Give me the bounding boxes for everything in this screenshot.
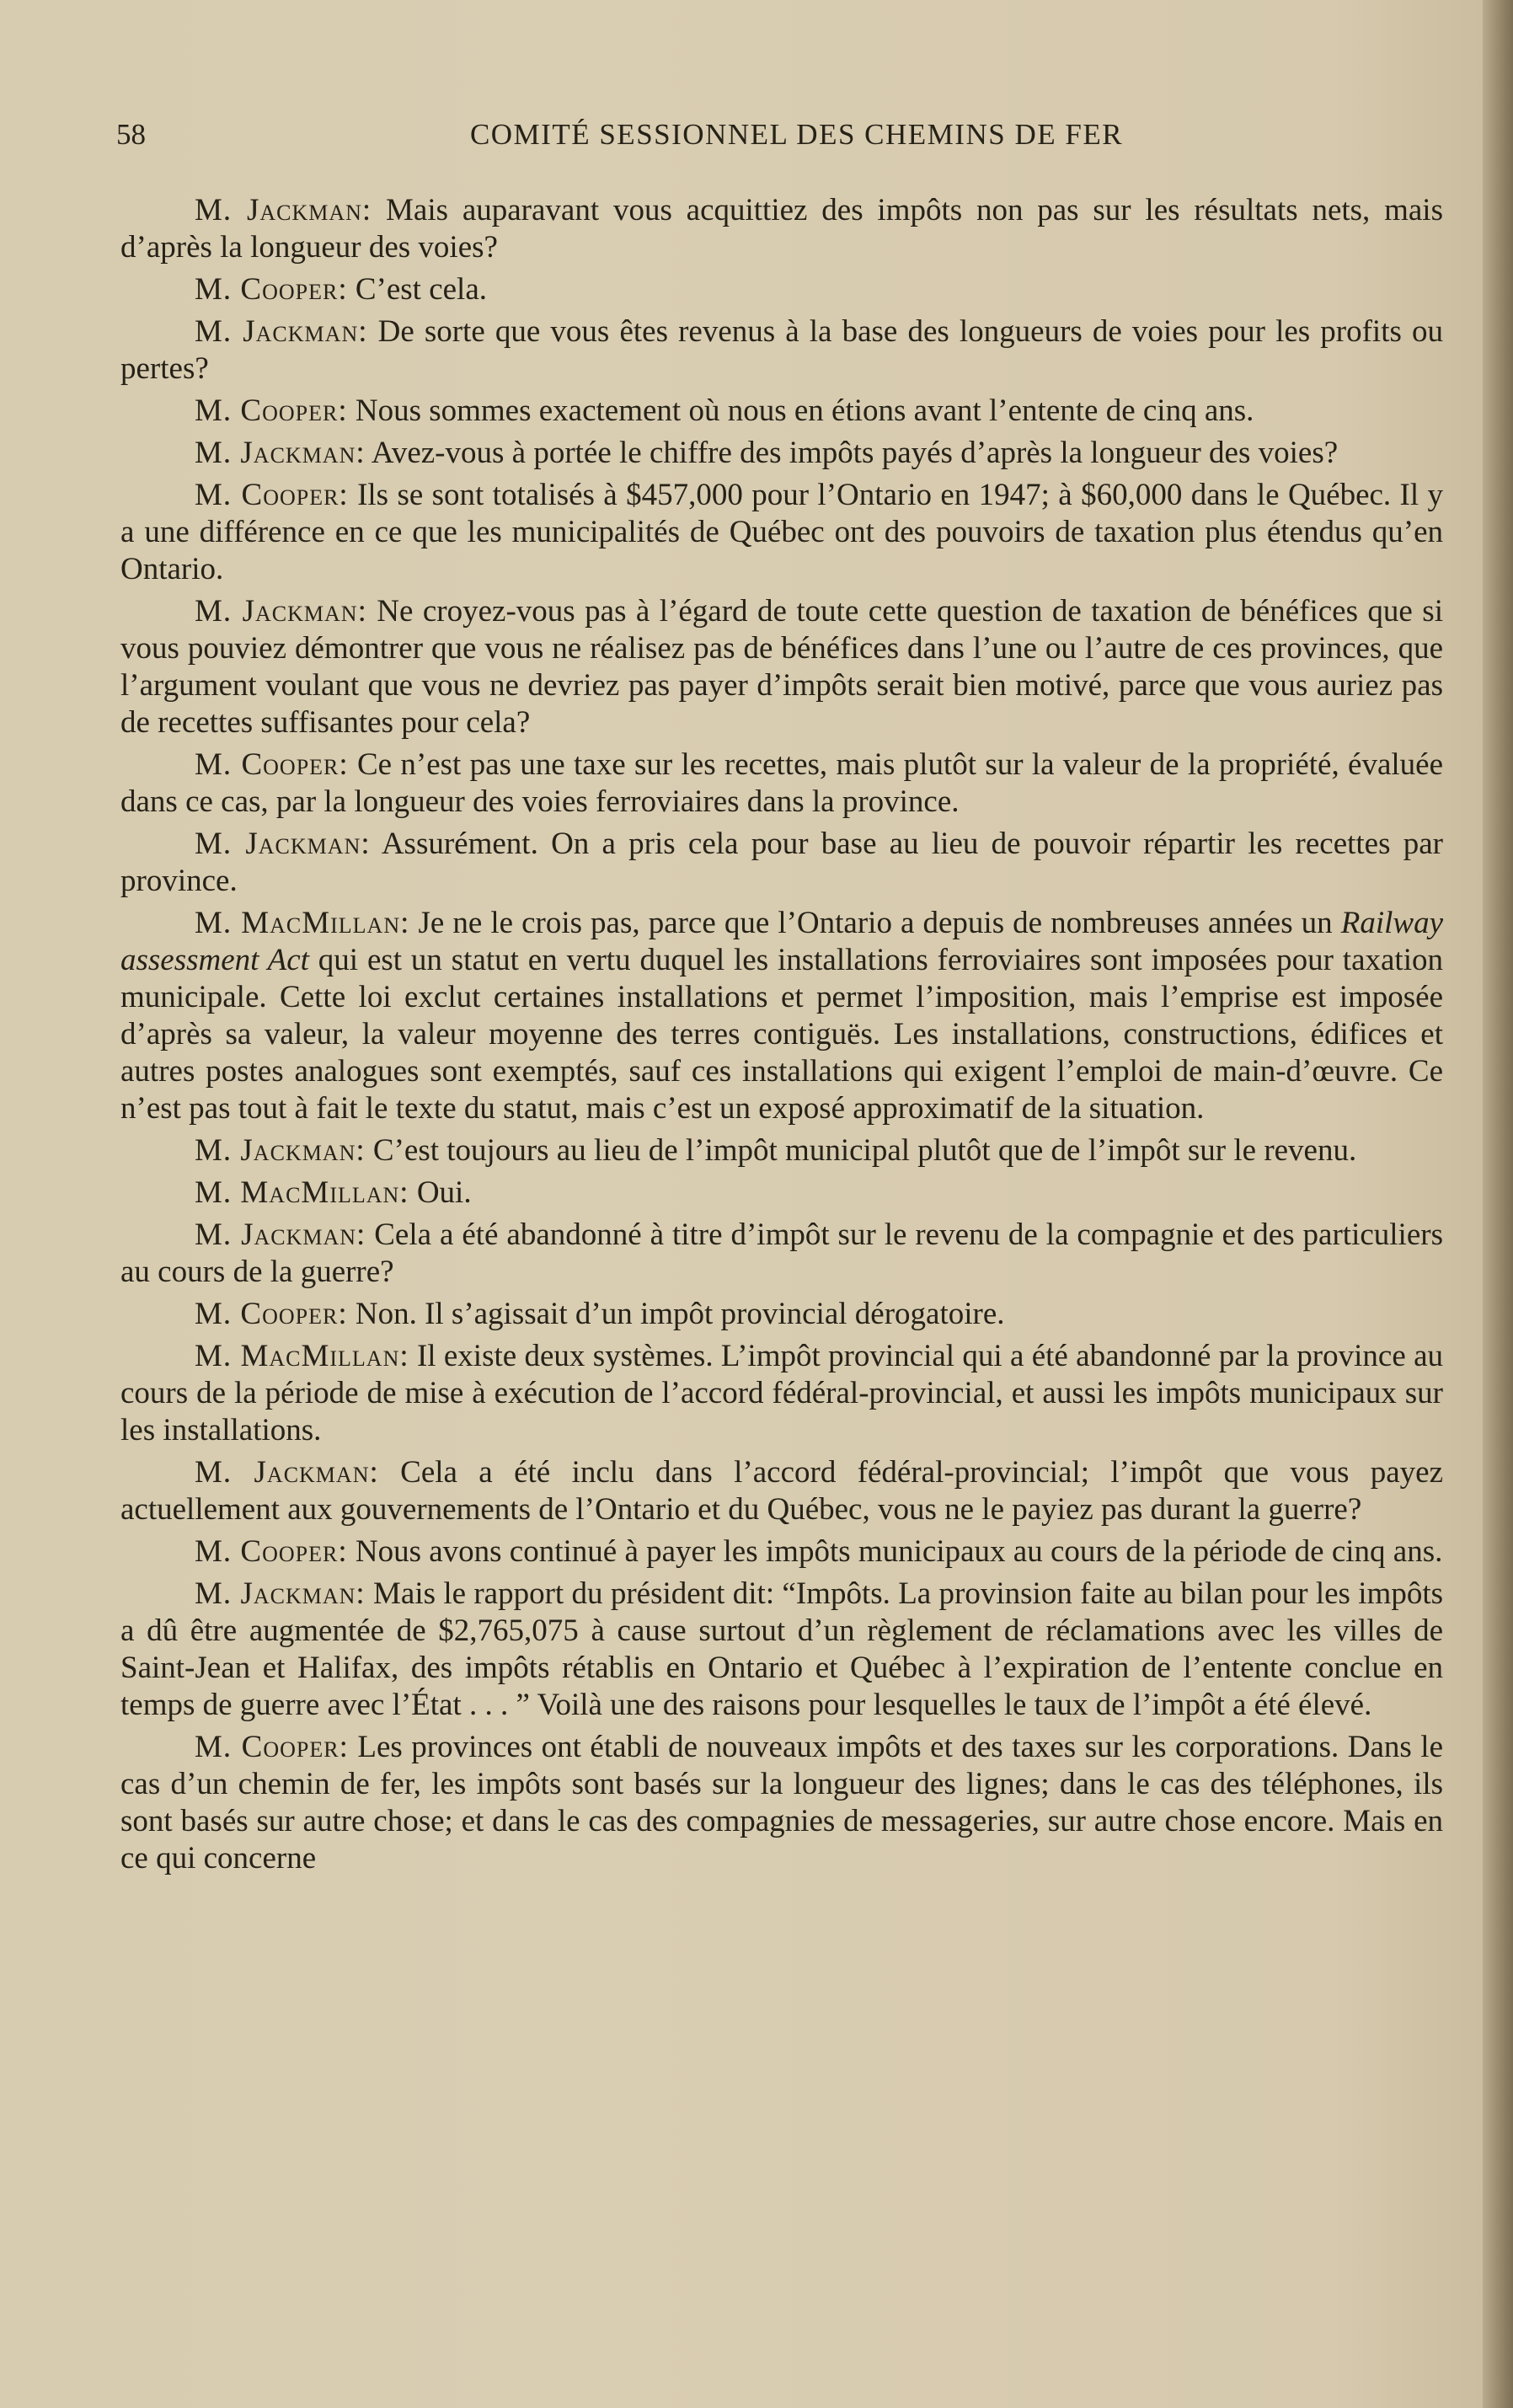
speech-text: Mais auparavant vous acquittiez des impôts non pas sur les résultats nets, mais d’après la longueur des voies? bbox=[120, 193, 1443, 265]
dialogue-paragraph bbox=[120, 1338, 1443, 1449]
dialogue-paragraph bbox=[120, 1296, 1443, 1333]
dialogue-paragraph bbox=[120, 1217, 1443, 1291]
page-header bbox=[116, 118, 1443, 160]
speech-text: Cela a été abandonné à titre d’impôt sur le revenu de la compagnie et des particuliers au cours de la guerre? bbox=[120, 1217, 1443, 1289]
speech-text: qui est un statut en vertu duquel les installations ferroviaires sont imposées pour taxation municipale. Cette loi exclut certaines installations et permet l’imposition, mais l’emprise est imposée d’après sa valeur, la valeur moyenne des terres contiguës. Les installations, constructions, édifices et autres postes analogues sont exemptés, sauf ces installations qui exigent l’emploi de main-d’œuvre. Ce n’est pas tout à fait le texte du statut, mais c’est un exposé approximatif de la situation. bbox=[120, 943, 1443, 1126]
dialogue-paragraph bbox=[120, 826, 1443, 900]
dialogue-paragraph bbox=[120, 1729, 1443, 1877]
dialogue-paragraph bbox=[120, 905, 1443, 1127]
dialogue-paragraph bbox=[120, 435, 1443, 472]
speaker-name: M. Cooper: bbox=[195, 747, 349, 782]
speech-text: Les provinces ont établi de nouveaux impôts et des taxes sur les corporations. Dans le cas d’un chemin de fer, les impôts sont basés sur la longueur des lignes; dans le cas des téléphones, ils sont basés sur autre chose; et dans le cas des compagnies de messageries, sur autre chose encore. Mais en ce qui concerne bbox=[120, 1730, 1444, 1876]
speaker-name: M. Jackman: bbox=[195, 1455, 379, 1490]
speaker-name: M. Jackman: bbox=[195, 1217, 366, 1252]
act-title: Railway assessment Act bbox=[120, 906, 1443, 977]
speaker-name: M. MacMillan: bbox=[195, 1175, 409, 1210]
speaker-name: M. Cooper: bbox=[195, 1297, 348, 1331]
speaker-name: M. MacMillan: bbox=[195, 1339, 409, 1373]
speaker-name: M. Cooper: bbox=[195, 272, 348, 307]
speaker-name: M. Cooper: bbox=[195, 1730, 349, 1764]
speaker-name: M. Jackman: bbox=[195, 827, 371, 861]
speech-text: C’est cela. bbox=[347, 272, 487, 307]
speech-text: Nous sommes exactement où nous en étions avant l’entente de cinq ans. bbox=[347, 393, 1254, 428]
speaker-name: M. Jackman: bbox=[195, 1133, 366, 1168]
dialogue-paragraph bbox=[120, 271, 1443, 308]
running-title: COMITÉ SESSIONNEL DES CHEMINS DE FER bbox=[469, 118, 1124, 151]
dialogue-paragraph bbox=[120, 192, 1443, 266]
speech-text: Ce n’est pas une taxe sur les recettes, mais plutôt sur la valeur de la propriété, évaluée dans ce cas, par la longueur des voies ferroviaires dans la province. bbox=[120, 747, 1443, 819]
dialogue-paragraph bbox=[120, 1132, 1443, 1169]
speaker-name: M. MacMillan: bbox=[195, 906, 410, 940]
speech-text: Assurément. On a pris cela pour base au lieu de pouvoir répartir les recettes par province. bbox=[120, 827, 1443, 898]
speech-text: Nous avons continué à payer les impôts municipaux au cours de la période de cinq ans. bbox=[347, 1534, 1443, 1569]
dialogue-paragraph bbox=[120, 746, 1443, 821]
speaker-name: M. Jackman: bbox=[195, 594, 367, 629]
speech-text: Oui. bbox=[409, 1175, 472, 1210]
speaker-name: M. Jackman: bbox=[195, 193, 372, 227]
page-edge bbox=[1483, 0, 1513, 2408]
speaker-name: M. Cooper: bbox=[195, 1534, 348, 1569]
speaker-name: M. Jackman: bbox=[195, 1576, 366, 1611]
transcript-body bbox=[120, 192, 1443, 1882]
dialogue-paragraph bbox=[120, 393, 1443, 430]
dialogue-paragraph bbox=[120, 313, 1443, 388]
speaker-name: M. Jackman: bbox=[195, 436, 366, 470]
speaker-name: M. Cooper: bbox=[195, 393, 348, 428]
dialogue-paragraph bbox=[120, 1175, 1443, 1212]
speech-text: Mais le rapport du président dit: “Impôts. La provinsion faite au bilan pour les impôts a dû être augmentée de $2,765,075 à cause surtout d’un règlement de réclamations avec les villes de Saint-Jean et Halifax, des impôts rétablis en Ontario et Québec à l’expiration de l’entente conclue en temps de guerre avec l’État . . . ” Voilà une des raisons pour lesquelles le taux de l’impôt a été élevé. bbox=[120, 1576, 1443, 1722]
dialogue-paragraph bbox=[120, 1533, 1443, 1571]
page-number: 58 bbox=[116, 118, 146, 151]
speech-text-before: Je ne le crois pas, parce que l’Ontario a depuis de nombreuses années un bbox=[409, 906, 1341, 940]
speech-text: Non. Il s’agissait d’un impôt provincial dérogatoire. bbox=[347, 1297, 1005, 1331]
speech-text: C’est toujours au lieu de l’impôt municipal plutôt que de l’impôt sur le revenu. bbox=[365, 1133, 1357, 1168]
dialogue-paragraph bbox=[120, 1576, 1443, 1724]
dialogue-paragraph bbox=[120, 593, 1443, 741]
speech-text: De sorte que vous êtes revenus à la base des longueurs de voies pour les profits ou pertes? bbox=[120, 314, 1443, 386]
speech-text: Ils se sont totalisés à $457,000 pour l’Ontario en 1947; à $60,000 dans le Québec. Il y a une différence en ce que les municipalités de Québec ont des pouvoirs de taxation plus étendus qu’en Ontario. bbox=[120, 478, 1444, 586]
speech-text: Cela a été inclu dans l’accord fédéral-provincial; l’impôt que vous payez actuellement aux gouvernements de l’Ontario et du Québec, vous ne le payiez pas durant la guerre? bbox=[120, 1455, 1443, 1527]
speech-text: Ne croyez-vous pas à l’égard de toute cette question de taxation de bénéfices que si vous pouviez démontrer que vous ne réalisez pas de bénéfices dans l’une ou l’autre de ces provinces, que l’argument voulant que vous ne devriez pas payer d’impôts serait bien motivé, parce que vous auriez pas de recettes suffisantes pour cela? bbox=[120, 594, 1443, 740]
speaker-name: M. Jackman: bbox=[195, 314, 368, 349]
dialogue-paragraph bbox=[120, 1454, 1443, 1528]
speech-text: Avez-vous à portée le chiffre des impôts payés d’après la longueur des voies? bbox=[365, 436, 1339, 470]
speaker-name: M. Cooper: bbox=[195, 478, 349, 512]
dialogue-paragraph bbox=[120, 477, 1443, 588]
speech-text: Il existe deux systèmes. L’impôt provincial qui a été abandonné par la province au cours de la période de mise à exécution de l’accord fédéral-provincial, et aussi les impôts municipaux sur les installations. bbox=[120, 1339, 1443, 1447]
